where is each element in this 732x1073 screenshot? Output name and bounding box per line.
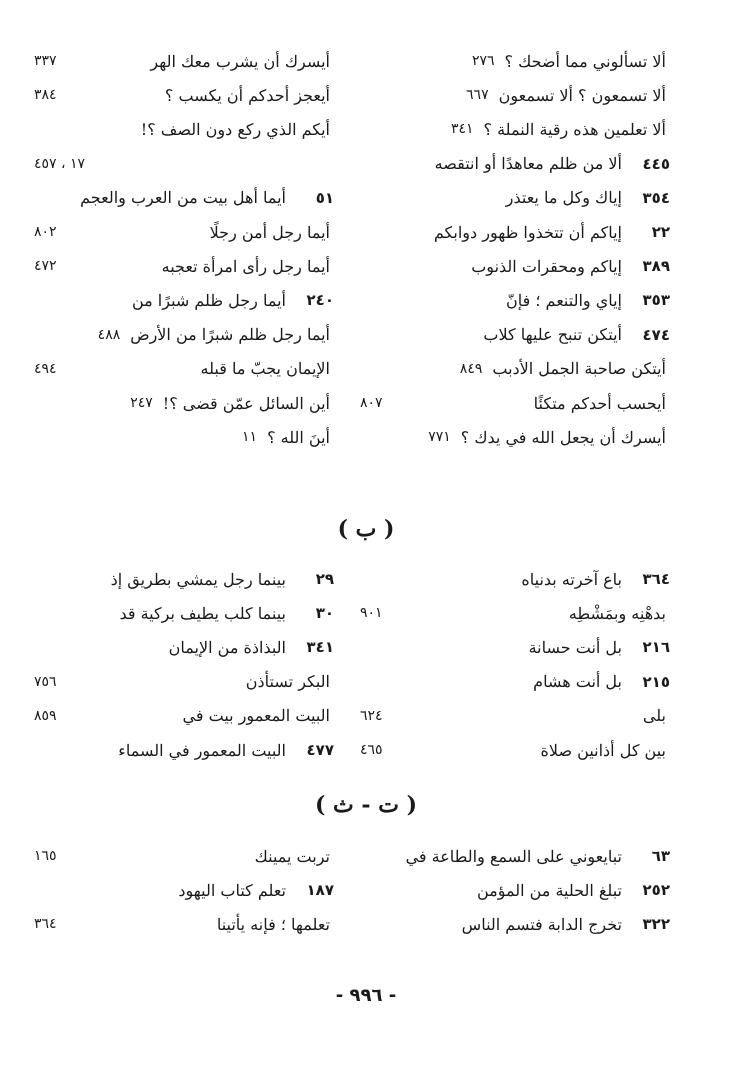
entry-text: أيما رجل ظلم شبرًا من الأرض <box>130 325 330 345</box>
entry-text: الإيمان يجبّ ما قبله <box>200 359 330 379</box>
index-entry <box>34 873 334 907</box>
index-entry <box>34 283 334 317</box>
entry-reference: ٤٧٢ <box>34 258 57 275</box>
index-entry <box>360 699 670 733</box>
entry-text: أيما رجل أمن رجلًا <box>209 222 330 242</box>
entry-text: أيتكن صاحبة الجمل الأدبب <box>492 359 666 379</box>
entry-reference: ١١ <box>242 429 258 446</box>
entry-reference: ٢٧٦ <box>471 53 495 69</box>
index-entry <box>34 665 334 699</box>
entry-text: تعلمها ؛ فإنه يأتينا <box>216 914 330 934</box>
index-entry <box>360 352 670 386</box>
entry-text: البكر تستأذن <box>245 672 330 692</box>
index-entry <box>360 44 670 78</box>
entry-reference: ٨٤٩ <box>459 360 483 377</box>
entry-number: ٣٠ <box>315 604 334 623</box>
index-entry <box>360 873 670 907</box>
entry-text: أيعجز أحدكم أن يكسب ؟ <box>164 85 330 105</box>
entry-reference: ٨٠٢ <box>34 224 57 240</box>
entry-text: أيتكن تنبح عليها كلاب <box>483 325 622 345</box>
entry-number: ٢٤٠ <box>306 291 334 310</box>
index-entry <box>360 907 670 941</box>
entry-text: إياي والتنعم ؛ فإنّ <box>506 290 622 310</box>
index-entry <box>34 78 334 112</box>
entry-text: تخرج الدابة فتسم الناس <box>461 914 622 934</box>
entry-reference: ٣٣٧ <box>34 53 57 69</box>
entry-number: ٣٢٢ <box>642 915 670 934</box>
entry-reference: ٣٤١ <box>450 121 474 138</box>
index-entry <box>34 147 334 181</box>
index-entry <box>360 318 670 352</box>
entry-text: بينما كلب يطيف بركية قد <box>119 603 286 623</box>
entry-text: تبايعوني على السمع والطاعة في <box>405 846 622 866</box>
entry-number: ٣٥٤ <box>642 188 670 207</box>
entry-text: إياك وكل ما يعتذر <box>505 188 622 208</box>
entry-number: ٤٧٤ <box>642 325 670 344</box>
entry-text: تربت يمينك <box>254 846 330 866</box>
entry-text: أيحسب أحدكم متكئًا <box>533 393 666 413</box>
entry-reference: ٣٨٤ <box>34 87 57 104</box>
index-entry <box>34 318 334 352</box>
section-heading-ba: ( ب ) <box>337 516 395 542</box>
entry-reference: ٤٦٥ <box>360 742 383 758</box>
entry-number: ٣٤١ <box>306 638 334 657</box>
entry-text: تبلغ الحلية من المؤمن <box>476 880 622 900</box>
entry-text: البيت المعمور في السماء <box>118 740 286 760</box>
index-entry <box>360 78 670 112</box>
entry-text: ألا تعلمين هذه رقية النملة ؟ <box>483 119 666 139</box>
entry-reference: ٤٨٨ <box>97 326 121 343</box>
entry-text: بلى <box>642 706 666 726</box>
entry-number: ٢٢ <box>651 223 670 241</box>
index-entry <box>34 249 334 283</box>
index-entry <box>360 112 670 146</box>
entry-reference: ٧٧١ <box>428 429 451 446</box>
entry-text: ألا تسمعون ؟ ألا تسمعون <box>498 85 666 105</box>
entry-number: ٥١ <box>315 188 334 207</box>
index-entry <box>34 420 334 454</box>
index-entry <box>34 112 334 146</box>
entry-reference: ٦٢٤ <box>360 707 383 724</box>
entry-text: باع آخرته بدنياه <box>521 569 622 589</box>
entry-number: ٤٧٧ <box>306 741 334 759</box>
index-entry <box>34 386 334 420</box>
entry-text: بل أنت هشام <box>533 672 622 692</box>
entry-reference: ٢٤٧ <box>130 395 153 411</box>
entry-number: ٣٨٩ <box>642 257 670 276</box>
entry-text: البذاذة من الإيمان <box>168 637 286 657</box>
index-entry <box>34 596 334 630</box>
entry-text: أين السائل عمّن قضى ؟! <box>162 393 330 413</box>
entry-text: أيما أهل بيت من العرب والعجم <box>80 188 286 208</box>
index-entry <box>34 352 334 386</box>
entry-number: ٣٦٤ <box>642 570 670 588</box>
index-entry <box>34 215 334 249</box>
index-entry <box>34 630 334 664</box>
index-entry <box>34 907 334 941</box>
index-entry <box>360 733 670 767</box>
entry-text: بينما رجل يمشي بطريق إذ <box>110 569 286 589</box>
entry-text: أيسرك أن يجعل الله في يدك ؟ <box>460 427 666 447</box>
entry-text: ألا تسألوني مما أضحك ؟ <box>504 51 666 71</box>
entry-text: أينَ الله ؟ <box>267 427 330 447</box>
index-entry <box>360 562 670 596</box>
entry-reference: ٤٩٤ <box>34 360 57 377</box>
entry-text: إياكم ومحقرات الذنوب <box>471 256 622 276</box>
entry-reference: ٩٠١ <box>360 605 383 622</box>
index-entry <box>34 733 334 767</box>
entry-reference: ٣٦٤ <box>34 916 57 933</box>
index-entry <box>360 596 670 630</box>
entry-reference: ٦٦٧ <box>466 87 489 104</box>
entry-text: أيما رجل رأى امرأة تعجبه <box>161 256 330 276</box>
entry-text: البيت المعمور بيت في <box>182 706 330 726</box>
index-entry <box>34 44 334 78</box>
entry-number: ٢٥٢ <box>642 881 670 900</box>
entry-number: ٣٥٣ <box>642 291 670 310</box>
index-entry <box>360 181 670 215</box>
index-entry <box>360 386 670 420</box>
index-entry <box>34 562 334 596</box>
entry-reference: ٨٥٩ <box>34 707 57 724</box>
entry-text: أيما رجل ظلم شبرًا من <box>131 290 286 310</box>
entry-number: ٤٤٥ <box>642 154 670 173</box>
index-entry <box>360 215 670 249</box>
index-entry <box>360 283 670 317</box>
entry-reference: ٧٥٦ <box>34 673 57 690</box>
entry-text: تعلم كتاب اليهود <box>178 880 286 900</box>
entry-reference: ١٦٥ <box>34 848 57 864</box>
index-entry <box>360 420 670 454</box>
entry-text: أيكم الذي ركع دون الصف ؟! <box>140 119 330 139</box>
entry-number: ٢١٦ <box>642 638 670 657</box>
index-entry <box>360 147 670 181</box>
entry-text: إياكم أن تتخذوا ظهور دوابكم <box>433 222 622 242</box>
entry-number: ٢١٥ <box>642 672 670 691</box>
section-heading-ta-tha: ( ت - ث ) <box>314 792 417 818</box>
entry-number: ٦٣ <box>651 847 670 865</box>
index-entry <box>34 699 334 733</box>
index-entry <box>360 249 670 283</box>
entry-number: ١٨٧ <box>306 881 334 900</box>
index-entry <box>360 630 670 664</box>
entry-text: بين كل أذانين صلاة <box>540 740 666 760</box>
index-entry <box>34 839 334 873</box>
entry-reference: ٨٠٧ <box>360 395 383 411</box>
entry-number: ٢٩ <box>315 570 334 588</box>
page-number: - ٩٩٦ - <box>335 985 397 1006</box>
index-entry <box>360 839 670 873</box>
entry-text: بدهْنِه وبمَشْطِه <box>568 603 666 623</box>
entry-text: ألا من ظلم معاهدًا أو انتقصه <box>434 154 622 174</box>
entry-text: بل أنت حسانة <box>528 637 622 657</box>
entry-text: أيسرك أن يشرب معك الهر <box>150 51 330 71</box>
entry-reference: ١٧ ، ٤٥٧ <box>34 155 86 172</box>
index-entry <box>34 181 334 215</box>
index-entry <box>360 665 670 699</box>
